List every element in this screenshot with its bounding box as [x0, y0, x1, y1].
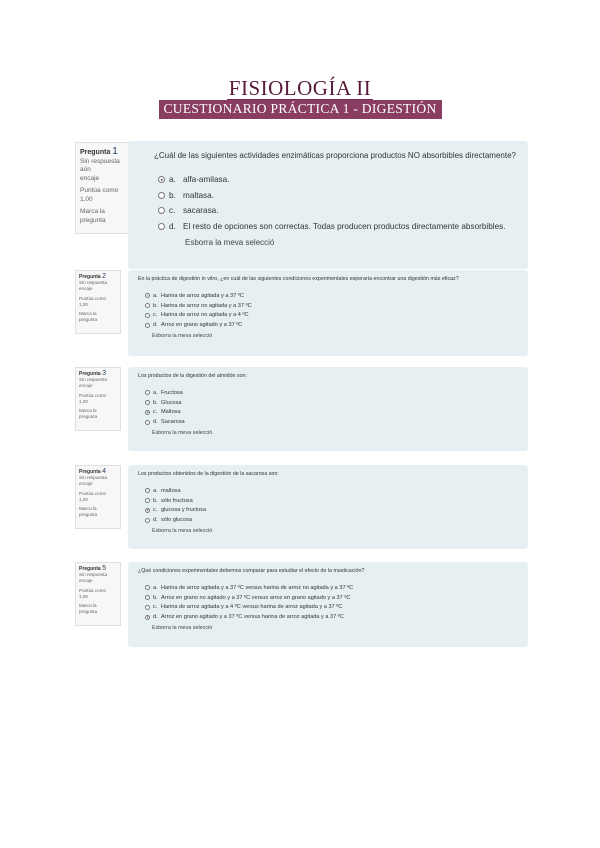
answer-option-b[interactable]: b. Glucosa	[145, 398, 520, 408]
question-text: Los productos obtenidos de la digestión de la sacarosa son:	[138, 471, 279, 477]
answer-option-c[interactable]: c. sacarasa.	[158, 203, 516, 219]
question-points-label: Puntúa como	[79, 587, 107, 593]
radio-button[interactable]	[145, 595, 150, 600]
question-card-4	[128, 465, 528, 549]
question-points-label: Puntúa como	[79, 490, 107, 496]
answer-option-a[interactable]: a. Harina de arroz agitada y a 37 ºC	[145, 291, 520, 301]
question-info-2	[75, 270, 121, 334]
radio-button[interactable]	[145, 488, 150, 493]
answer-option-a[interactable]: a. Fructosa	[145, 388, 520, 398]
flag-question-link[interactable]: Marca la	[79, 603, 97, 609]
question-number: Pregunta 3	[79, 370, 106, 377]
answer-option-d[interactable]: d. Sacarosa	[145, 417, 520, 427]
flag-question-link-2[interactable]: pregunta	[79, 609, 98, 615]
clear-selection-link[interactable]: Esborra la meva selecció	[152, 625, 213, 632]
radio-button[interactable]	[145, 303, 150, 308]
radio-button[interactable]	[145, 410, 150, 415]
flag-question-link[interactable]: Marca la	[79, 311, 97, 317]
page-subtitle-text: CUESTIONARIO PRÁCTICA 1 - DIGESTIÓN	[159, 100, 442, 119]
question-info-4	[75, 465, 121, 529]
question-points-label: Puntúa como	[80, 187, 119, 194]
radio-button[interactable]	[145, 615, 150, 620]
question-text: ¿Qué condiciones experimentales debemos comparar para estudiar el efecto de la masticación?	[138, 568, 365, 574]
question-points: 1,00	[79, 301, 88, 307]
answer-option-c[interactable]: c. Harina de arroz no agitada y a 4 ºC	[145, 311, 520, 321]
question-info-1	[75, 142, 132, 234]
question-text: En la práctica de digestión in vitro, ¿en cuál de las siguientes condiciones experimentales esperaría encontrar una digestión más eficaz?	[138, 276, 459, 282]
page-title	[0, 76, 600, 101]
question-card-2	[128, 270, 528, 356]
radio-button[interactable]	[145, 498, 150, 503]
question-status-2: encaje	[79, 383, 93, 389]
clear-selection-link[interactable]: Esborra la meva selecció	[185, 238, 275, 247]
radio-button[interactable]	[145, 605, 150, 610]
flag-question-link[interactable]: Marca la	[79, 506, 97, 512]
answer-option-d[interactable]: d. Arroz en grano agitado y a 37 ºC	[145, 320, 520, 330]
answer-option-c[interactable]: c. Maltosa	[145, 408, 520, 418]
question-number: Pregunta 5	[79, 565, 106, 572]
page-title-text: FISIOLOGÍA II	[228, 76, 372, 100]
question-points: 1,00	[79, 398, 88, 404]
flag-question-link-2[interactable]: pregunta	[79, 414, 98, 420]
question-info-5	[75, 562, 121, 626]
flag-question-link[interactable]: Marca la	[80, 208, 105, 215]
radio-button[interactable]	[145, 518, 150, 523]
flag-question-link[interactable]: Marca la	[79, 408, 97, 414]
answer-option-a[interactable]: a. alfa-amilasa.	[158, 172, 516, 188]
radio-button[interactable]	[158, 176, 165, 183]
radio-button[interactable]	[145, 323, 150, 328]
question-status-2: encaje	[79, 481, 93, 487]
question-status-2: encaje	[79, 286, 93, 292]
clear-selection-link[interactable]: Esborra la meva selecció	[152, 528, 213, 535]
flag-question-link-2[interactable]: pregunta	[79, 512, 98, 518]
question-card-3	[128, 367, 528, 451]
question-points-label: Puntúa como	[79, 392, 107, 398]
radio-button[interactable]	[158, 223, 165, 230]
answer-option-b[interactable]: b. Harina de arroz no agitada y a 37 ºC	[145, 301, 520, 311]
answer-option-a[interactable]: a. maltosa	[145, 486, 520, 496]
question-status: Sin respuesta	[79, 475, 108, 481]
answer-option-c[interactable]: c. glucosa y fructosa	[145, 506, 520, 516]
question-number: Pregunta 2	[79, 273, 106, 280]
answer-option-a[interactable]: a. Harina de arroz agitada y a 37 ºC versus harina de arroz no agitada y a 37 ºC	[145, 583, 520, 593]
question-card-5	[128, 562, 528, 647]
radio-button[interactable]	[145, 508, 150, 513]
question-info-3	[75, 367, 121, 431]
answer-option-b[interactable]: b. Arroz en grano no agitado y a 37 ºC versus arroz en grano agitado y a 37 ºC	[145, 593, 520, 603]
radio-button[interactable]	[158, 192, 165, 199]
answer-option-b[interactable]: b. maltasa.	[158, 188, 516, 204]
flag-question-link-2[interactable]: pregunta	[80, 216, 106, 224]
question-status-2: encaje	[79, 578, 93, 584]
radio-button[interactable]	[145, 585, 150, 590]
answer-option-d[interactable]: d. sólo glucosa	[145, 515, 520, 525]
question-status: Sin respuesta	[79, 572, 108, 578]
answer-option-b[interactable]: b. sólo fructosa	[145, 496, 520, 506]
clear-selection-link[interactable]: Esborra la meva selecció	[152, 430, 213, 437]
question-points: 1,00	[79, 593, 88, 599]
question-status: Sin respuesta	[79, 280, 108, 286]
question-text: Los productos de la digestión del almidón son:	[138, 373, 247, 379]
question-status-2: encaje	[80, 174, 100, 182]
answer-option-d[interactable]: d. El resto de opciones son correctas. Todas producen productos directamente absorbibles.	[158, 219, 516, 235]
question-status: Sin respuesta aún	[80, 157, 120, 173]
question-card-1	[128, 141, 528, 269]
question-points-label: Puntúa como	[79, 295, 107, 301]
radio-button[interactable]	[145, 293, 150, 298]
question-status: Sin respuesta	[79, 377, 108, 383]
radio-button[interactable]	[145, 313, 150, 318]
question-number: Pregunta 4	[79, 468, 106, 475]
radio-button[interactable]	[145, 390, 150, 395]
page-subtitle	[0, 100, 600, 119]
flag-question-link-2[interactable]: pregunta	[79, 317, 98, 323]
radio-button[interactable]	[145, 400, 150, 405]
radio-button[interactable]	[145, 420, 150, 425]
question-points: 1,00	[80, 195, 93, 203]
question-points: 1,00	[79, 496, 88, 502]
question-text: ¿Cuál de las siguientes actividades enzimáticas proporciona productos NO absorbibles directamente?	[154, 151, 516, 160]
radio-button[interactable]	[158, 207, 165, 214]
answer-option-d[interactable]: d. Arroz en grano agitado y a 37 ºC versus harina de arroz agitada y a 37 ºC	[145, 612, 520, 622]
answer-option-c[interactable]: c. Harina de arroz agitada y a 4 ºC versus harina de arroz agitada y a 37 ºC	[145, 603, 520, 613]
clear-selection-link[interactable]: Esborra la meva selecció	[152, 333, 213, 340]
question-number: Pregunta 1	[80, 146, 118, 157]
